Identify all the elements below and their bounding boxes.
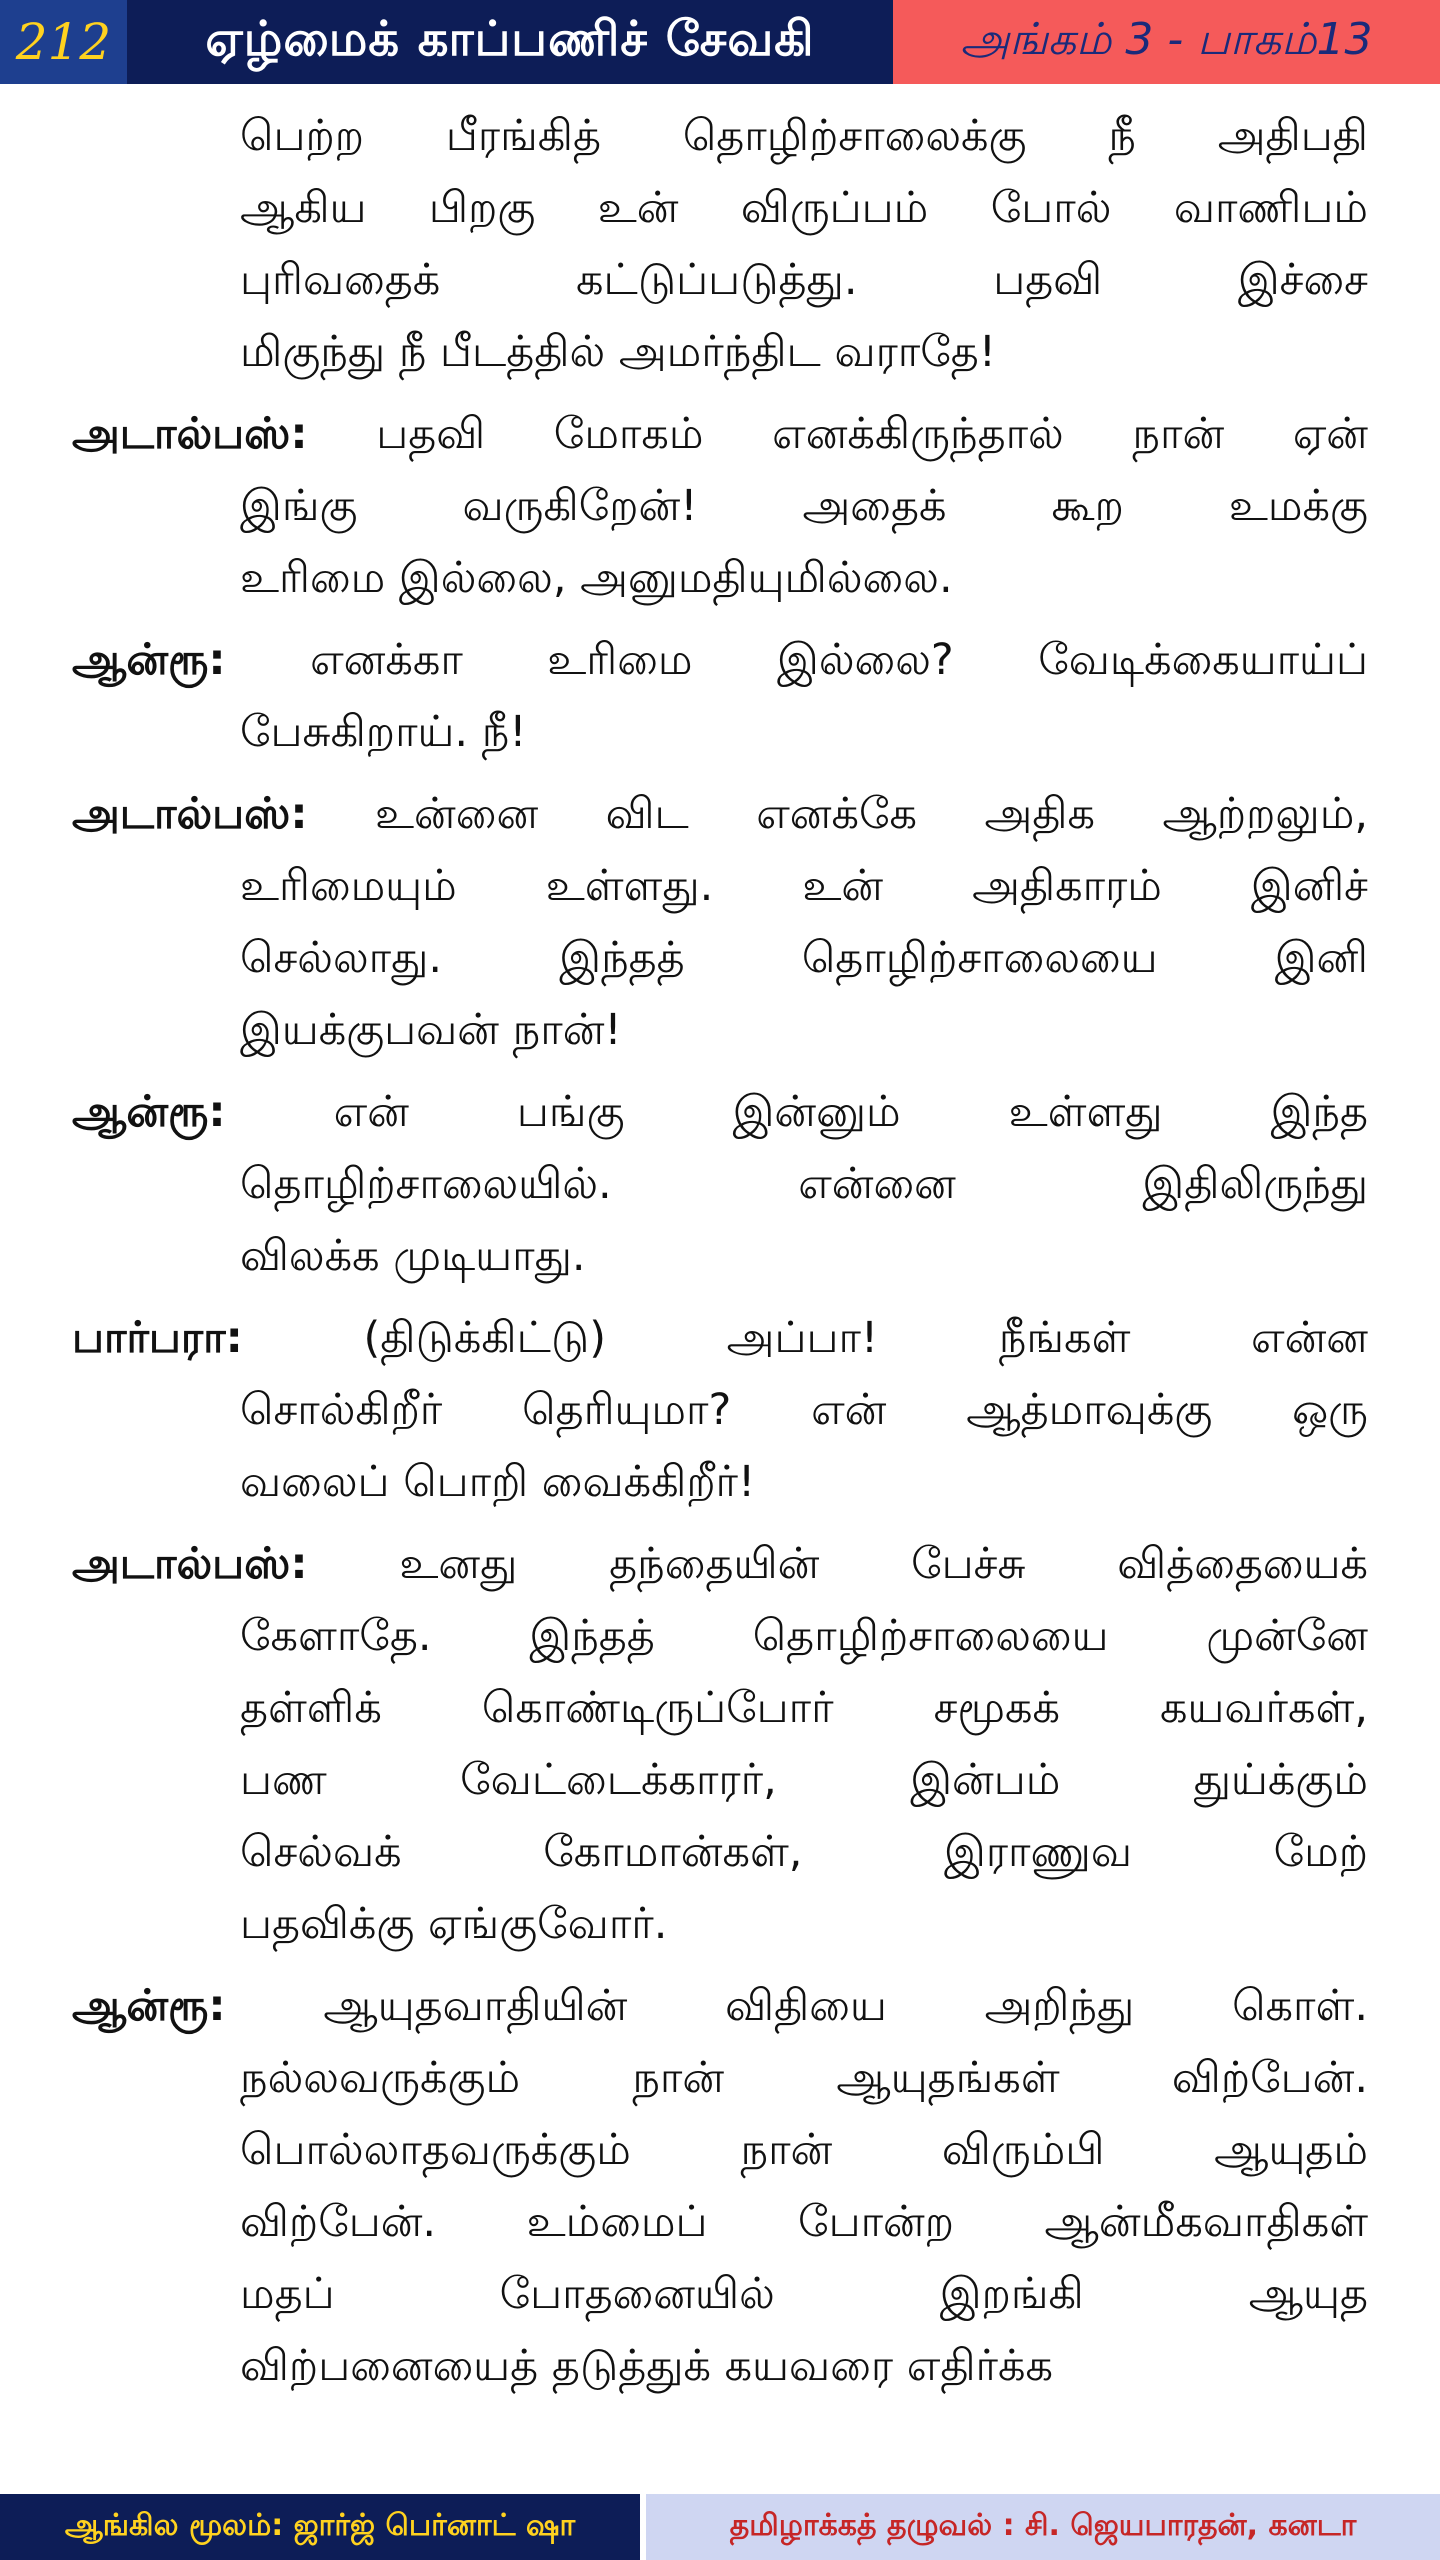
dialogue-line	[72, 1446, 1368, 1518]
line-text: ஆகிய பிறகு உன் விருப்பம் போல் வாணிபம்	[240, 183, 1368, 233]
dialogue-block	[72, 624, 1368, 768]
dialogue-block	[72, 1528, 1368, 1960]
chapter-label: அங்கம் 3 - பாகம்13	[893, 0, 1440, 84]
dialogue-line	[72, 470, 1368, 542]
dialogue-block	[72, 1302, 1368, 1518]
line-text: விலக்க முடியாது.	[240, 1231, 586, 1281]
line-text: பதவிக்கு ஏங்குவோர்.	[240, 1899, 668, 1949]
dialogue-block	[72, 1970, 1368, 2402]
line-text: எனக்கா உரிமை இல்லை? வேடிக்கையாய்ப்	[310, 635, 1369, 685]
line-text: உரிமையும் உள்ளது. உன் அதிகாரம் இனிச்	[240, 861, 1368, 911]
paragraph-gap	[72, 388, 1368, 398]
line-text: உனது தந்தையின் பேச்சு வித்தையைக்	[399, 1539, 1368, 1589]
dialogue-block	[72, 1076, 1368, 1292]
dialogue-block	[72, 100, 1368, 388]
speaker-name: அடால்பஸ்:	[72, 1539, 308, 1589]
dialogue-line	[72, 2186, 1368, 2258]
dialogue-line	[72, 1528, 1368, 1600]
dialogue-line	[72, 1816, 1368, 1888]
dialogue-line	[72, 624, 1368, 696]
line-text: (திடுக்கிட்டு) அப்பா! நீங்கள் என்ன	[363, 1313, 1368, 1363]
dialogue-line	[72, 1220, 1368, 1292]
line-text: ஆயுதவாதியின் விதியை அறிந்து கொள்.	[323, 1981, 1368, 2031]
dialogue-line	[72, 244, 1368, 316]
dialogue-line	[72, 2042, 1368, 2114]
dialogue-line	[72, 1148, 1368, 1220]
dialogue-line	[72, 994, 1368, 1066]
page-header	[0, 0, 1440, 84]
page-number: 212	[0, 0, 127, 84]
speaker-name: அடால்பஸ்:	[72, 409, 308, 459]
line-text: இங்கு வருகிறேன்! அதைக் கூற உமக்கு	[240, 481, 1368, 531]
line-text: வலைப் பொறி வைக்கிறீர்!	[240, 1457, 756, 1507]
paragraph-gap	[72, 1292, 1368, 1302]
dialogue-line	[72, 1600, 1368, 1672]
play-text	[72, 100, 1368, 2412]
line-text: என் பங்கு இன்னும் உள்ளது இந்த	[333, 1087, 1368, 1137]
speaker-name: பார்பரா:	[72, 1313, 243, 1363]
dialogue-line	[72, 2114, 1368, 2186]
line-text: செல்லாது. இந்தத் தொழிற்சாலையை இனி	[240, 933, 1368, 983]
line-text: மதப் போதனையில் இறங்கி ஆயுத	[240, 2269, 1368, 2319]
dialogue-line	[72, 398, 1368, 470]
dialogue-line	[72, 2330, 1368, 2402]
line-text: தொழிற்சாலையில். என்னை இதிலிருந்து	[240, 1159, 1368, 1209]
line-text: தள்ளிக் கொண்டிருப்போர் சமூகக் கயவர்கள்,	[240, 1683, 1368, 1733]
paragraph-gap	[72, 1066, 1368, 1076]
dialogue-line	[72, 542, 1368, 614]
dialogue-line	[72, 1672, 1368, 1744]
dialogue-line	[72, 1888, 1368, 1960]
dialogue-line	[72, 1374, 1368, 1446]
line-text: பொல்லாதவருக்கும் நான் விரும்பி ஆயுதம்	[240, 2125, 1368, 2175]
dialogue-line	[72, 172, 1368, 244]
line-text: பண வேட்டைக்காரர், இன்பம் துய்க்கும்	[240, 1755, 1368, 1805]
dialogue-block	[72, 398, 1368, 614]
line-text: உன்னை விட எனக்கே அதிக ஆற்றலும்,	[375, 789, 1369, 839]
paragraph-gap	[72, 768, 1368, 778]
line-text: பதவி மோகம் எனக்கிருந்தால் நான் ஏன்	[376, 409, 1368, 459]
book-title: ஏழ்மைக் காப்பணிச் சேவகி	[127, 0, 893, 84]
paragraph-gap	[72, 2402, 1368, 2412]
dialogue-line	[72, 696, 1368, 768]
translation-credit: தமிழாக்கத் தழுவல் : சி. ஜெயபாரதன், கனடா	[646, 2494, 1440, 2560]
dialogue-line	[72, 922, 1368, 994]
paragraph-gap	[72, 1960, 1368, 1970]
page-footer	[0, 2494, 1440, 2560]
line-text: பேசுகிறாய். நீ!	[240, 707, 527, 757]
dialogue-line	[72, 1744, 1368, 1816]
dialogue-line	[72, 100, 1368, 172]
dialogue-block	[72, 778, 1368, 1066]
paragraph-gap	[72, 614, 1368, 624]
speaker-name: ஆன்ரூ:	[72, 635, 226, 685]
line-text: நல்லவருக்கும் நான் ஆயுதங்கள் விற்பேன்.	[240, 2053, 1368, 2103]
paragraph-gap	[72, 1518, 1368, 1528]
line-text: சொல்கிறீர் தெரியுமா? என் ஆத்மாவுக்கு ஒரு	[240, 1385, 1368, 1435]
line-text: செல்வக் கோமான்கள், இராணுவ மேற்	[240, 1827, 1368, 1877]
line-text: விற்பேன். உம்மைப் போன்ற ஆன்மீகவாதிகள்	[240, 2197, 1368, 2247]
line-text: உரிமை இல்லை, அனுமதியுமில்லை.	[240, 553, 953, 603]
dialogue-line	[72, 316, 1368, 388]
line-text: புரிவதைக் கட்டுப்படுத்து. பதவி இச்சை	[240, 255, 1368, 305]
speaker-name: அடால்பஸ்:	[72, 789, 308, 839]
dialogue-line	[72, 850, 1368, 922]
speaker-name: ஆன்ரூ:	[72, 1087, 226, 1137]
dialogue-line	[72, 778, 1368, 850]
dialogue-line	[72, 1076, 1368, 1148]
line-text: மிகுந்து நீ பீடத்தில் அமர்ந்திட வராதே!	[240, 327, 997, 377]
line-text: பெற்ற பீரங்கித் தொழிற்சாலைக்கு நீ அதிபதி	[240, 111, 1368, 161]
speaker-name: ஆன்ரூ:	[72, 1981, 226, 2031]
line-text: விற்பனையைத் தடுத்துக் கயவரை எதிர்க்க	[240, 2341, 1054, 2391]
line-text: இயக்குபவன் நான்!	[240, 1005, 622, 1055]
line-text: கேளாதே. இந்தத் தொழிற்சாலையை முன்னே	[240, 1611, 1368, 1661]
source-credit: ஆங்கில மூலம்: ஜார்ஜ் பெர்னாட் ஷா	[0, 2494, 640, 2560]
dialogue-line	[72, 1302, 1368, 1374]
dialogue-line	[72, 1970, 1368, 2042]
dialogue-line	[72, 2258, 1368, 2330]
